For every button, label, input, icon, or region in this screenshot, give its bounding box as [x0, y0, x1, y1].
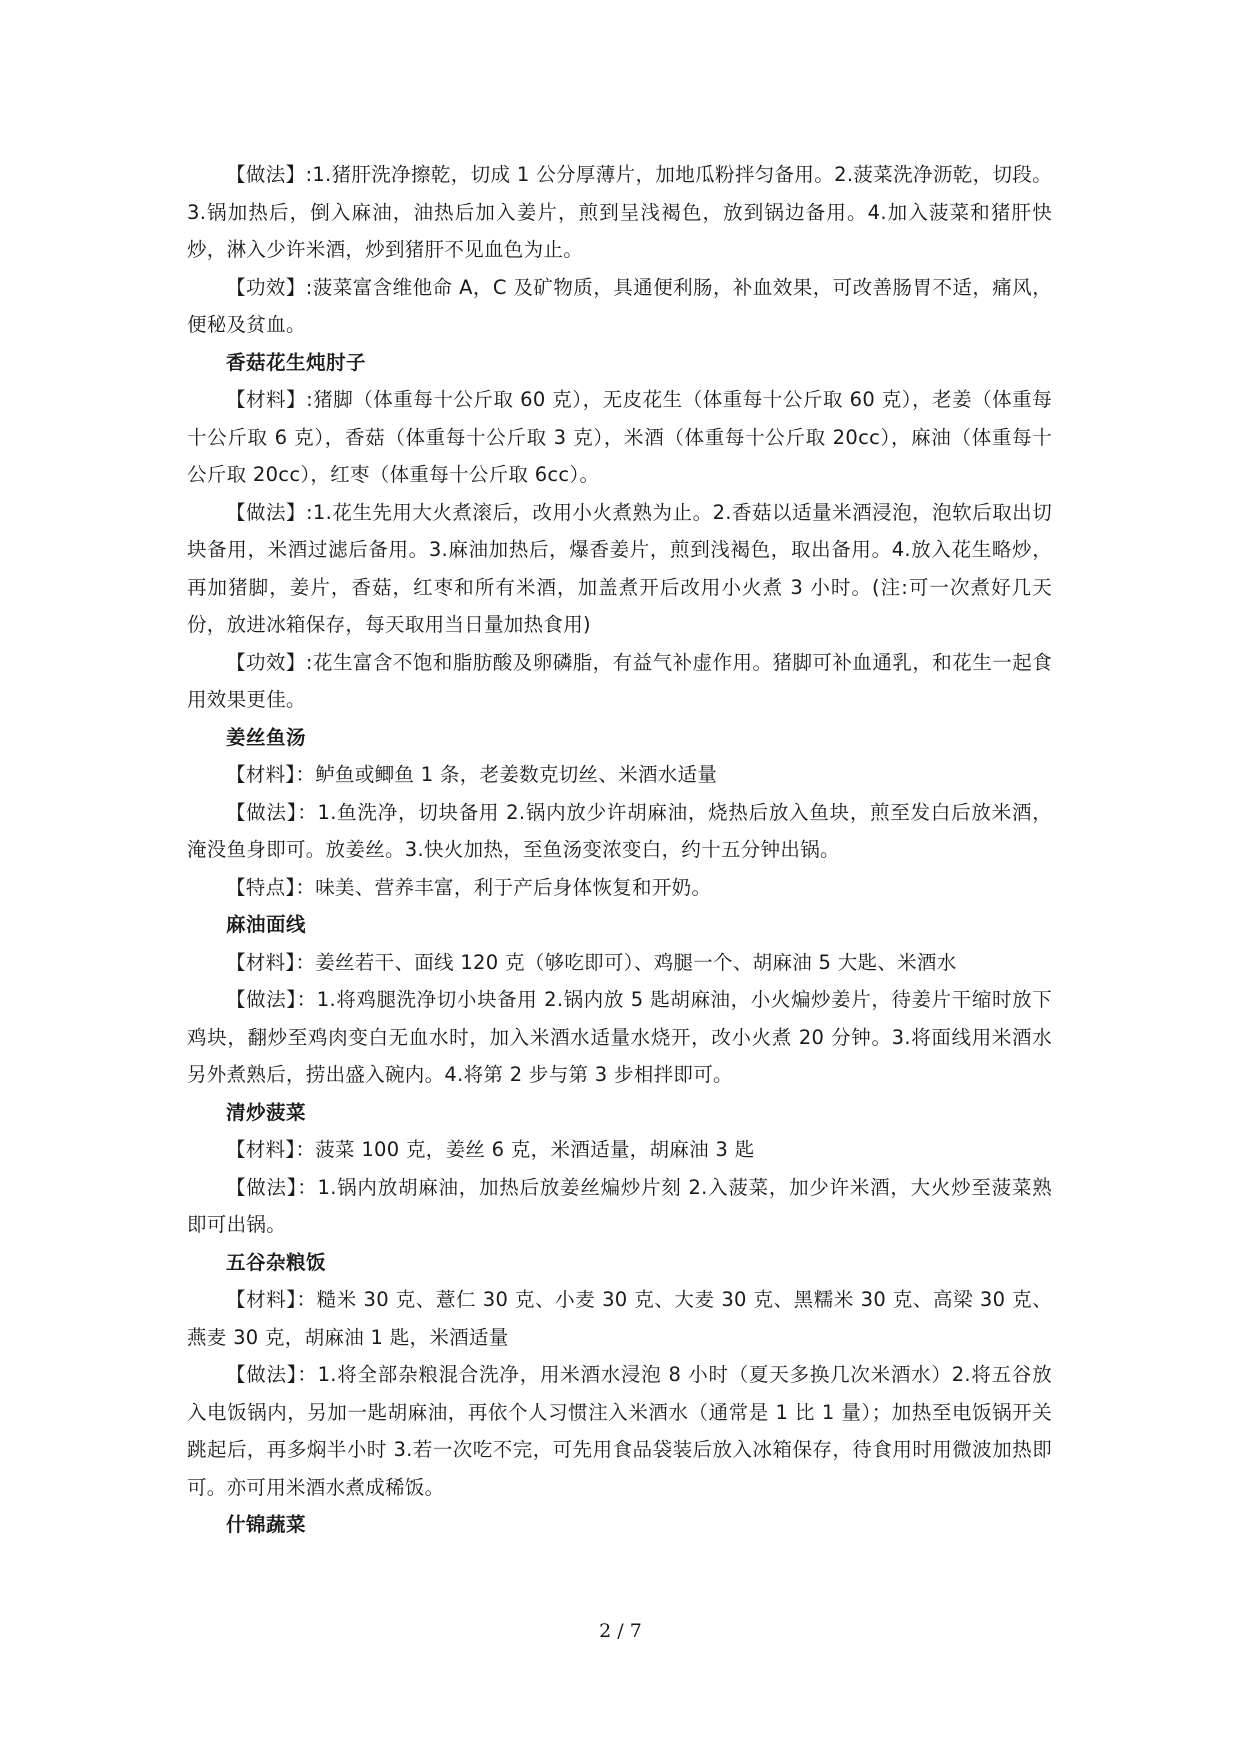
method-paragraph: 【做法】：1.将鸡腿洗净切小块备用 2.锅内放 5 匙胡麻油，小火煸炒姜片，待姜片干缩时放下鸡块，翻炒至鸡肉变白无血水时，加入米酒水适量水烧开，改小火煮 20 分钟。3.将面线用米酒水另外煮熟后，捞出盛入碗内。4.将第 2 步与第 3 步相拌即可。 — [187, 988, 1052, 1086]
document-body — [187, 156, 1052, 1544]
method-paragraph: 【做法】:1.花生先用大火煮滚后，改用小火煮熟为止。2.香菇以适量米酒浸泡，泡软后取出切块备用，米酒过滤后备用。3.麻油加热后，爆香姜片，煎到浅褐色，取出备用。4.放入花生略炒，再加猪脚，姜片，香菇，红枣和所有米酒，加盖煮开后改用小火煮 3 小时。(注:可一次煮好几天份，放进冰箱保存，每天取用当日量加热食用) — [187, 500, 1052, 636]
recipe-title: 香菇花生炖肘子 — [226, 350, 367, 374]
effect-paragraph: 【功效】:菠菜富含维他命 A，C 及矿物质，具通便利肠，补血效果，可改善肠胃不适，痛风，便秘及贫血。 — [187, 275, 1052, 336]
method-paragraph: 【做法】：1.锅内放胡麻油，加热后放姜丝煸炒片刻 2.入菠菜，加少许米酒，大火炒至菠菜熟即可出锅。 — [187, 1175, 1052, 1236]
effect-paragraph: 【功效】:花生富含不饱和脂肪酸及卵磷脂，有益气补虚作用。猪脚可补血通乳，和花生一起食用效果更佳。 — [187, 650, 1052, 711]
recipe-title: 五谷杂粮饭 — [226, 1250, 327, 1274]
recipe-title: 清炒菠菜 — [226, 1100, 307, 1124]
ingredients-paragraph: 【材料】：糙米 30 克、薏仁 30 克、小麦 30 克、大麦 30 克、黑糯米 30 克、高梁 30 克、燕麦 30 克，胡麻油 1 匙，米酒适量 — [187, 1288, 1052, 1349]
method-paragraph: 【做法】:1.猪肝洗净擦乾，切成 1 公分厚薄片，加地瓜粉拌匀备用。2.菠菜洗净沥乾，切段。3.锅加热后，倒入麻油，油热后加入姜片，煎到呈浅褐色，放到锅边备用。4.加入菠菜和猪肝快炒，淋入少许米酒，炒到猪肝不见血色为止。 — [187, 163, 1052, 261]
feature-paragraph: 【特点】：味美、营养丰富，利于产后身体恢复和开奶。 — [226, 875, 712, 899]
ingredients-paragraph: 【材料】:猪脚（体重每十公斤取 60 克），无皮花生（体重每十公斤取 60 克），老姜（体重每十公斤取 6 克），香菇（体重每十公斤取 3 克），米酒（体重每十公斤取 20cc），麻油（体重每十公斤取 20cc），红枣（体重每十公斤取 6cc）。 — [187, 388, 1052, 486]
page-number: 2 / 7 — [599, 1620, 642, 1642]
recipe-title: 姜丝鱼汤 — [226, 725, 307, 749]
ingredients-paragraph: 【材料】：菠菜 100 克，姜丝 6 克，米酒适量，胡麻油 3 匙 — [226, 1138, 755, 1161]
recipe-title: 什锦蔬菜 — [226, 1513, 307, 1536]
method-paragraph: 【做法】：1.将全部杂粮混合洗净，用米酒水浸泡 8 小时（夏天多换几次米酒水）2.将五谷放入电饭锅内，另加一匙胡麻油，再依个人习惯注入米酒水（通常是 1 比 1 量）；加热至电饭锅开关跳起后，再多焖半小时 3.若一次吃不完，可先用食品袋装后放入冰箱保存，待食用时用微波加热即可。亦可用米酒水煮成稀饭。 — [187, 1363, 1052, 1499]
ingredients-paragraph: 【材料】：鲈鱼或鲫鱼 1 条，老姜数克切丝、米酒水适量 — [226, 763, 718, 786]
ingredients-paragraph: 【材料】：姜丝若干、面线 120 克（够吃即可）、鸡腿一个、胡麻油 5 大匙、米酒水 — [226, 950, 957, 974]
method-paragraph: 【做法】：1.鱼洗净，切块备用 2.锅内放少许胡麻油，烧热后放入鱼块，煎至发白后放米酒，淹没鱼身即可。放姜丝。3.快火加热，至鱼汤变浓变白，约十五分钟出锅。 — [187, 800, 1052, 861]
recipe-title: 麻油面线 — [226, 913, 307, 936]
